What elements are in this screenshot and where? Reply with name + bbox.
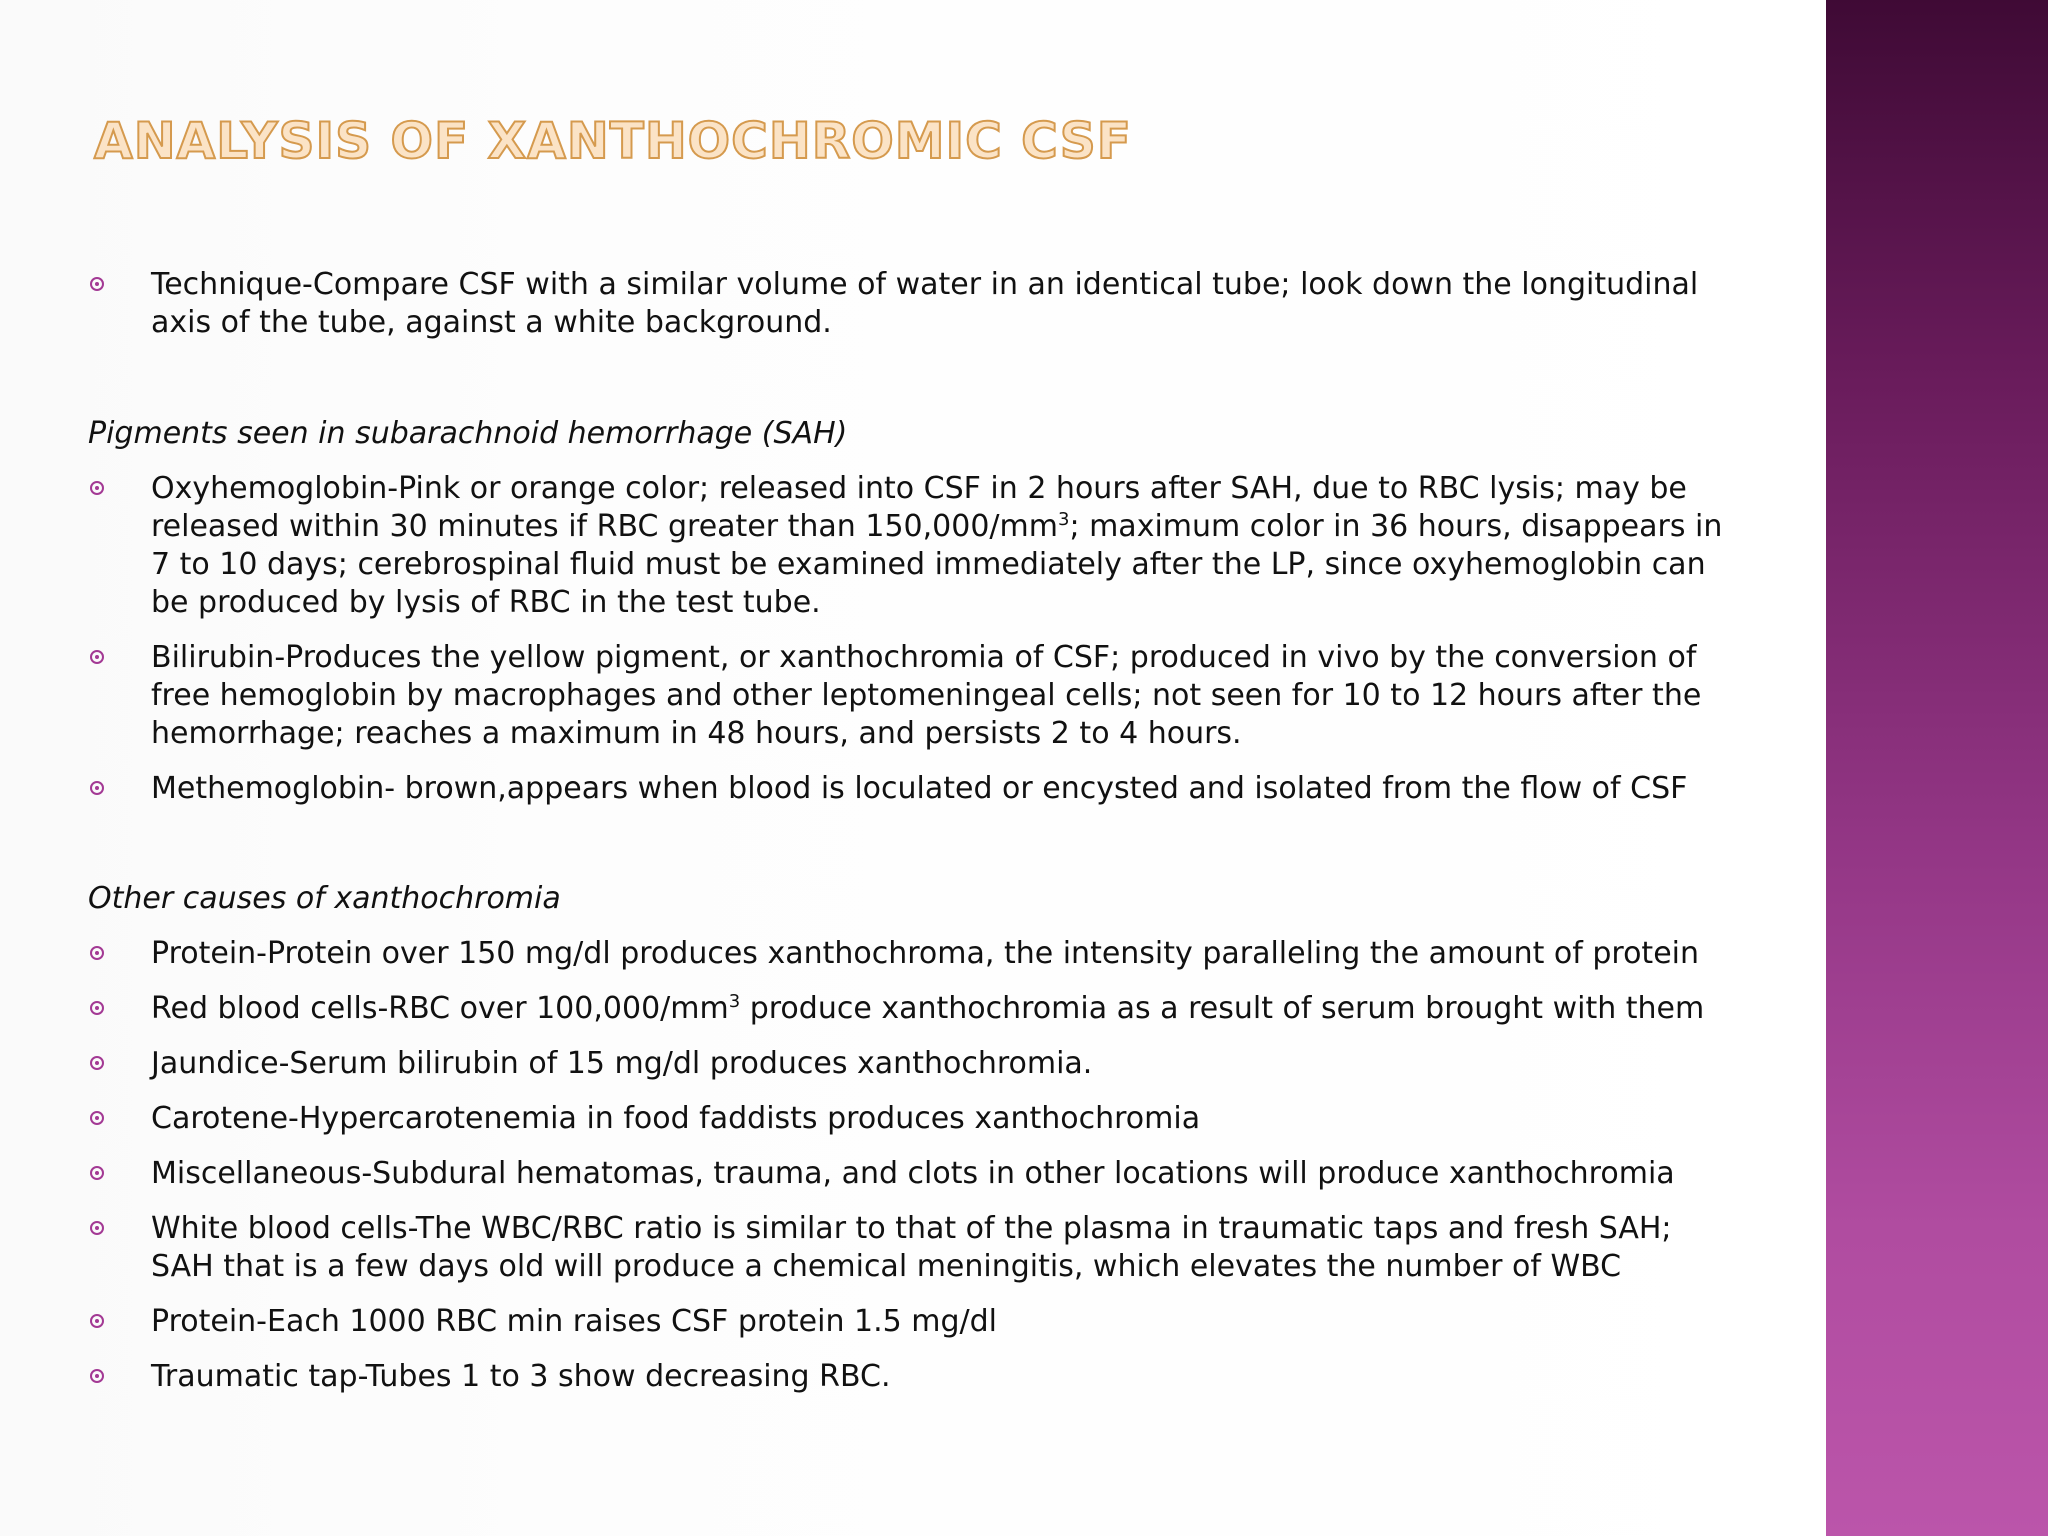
superscript: 3 bbox=[1057, 509, 1070, 530]
circled-dot-bullet-icon bbox=[90, 1001, 104, 1015]
bullet-carotene bbox=[88, 1100, 1728, 1138]
circled-dot-bullet-icon bbox=[90, 1166, 104, 1180]
superscript: 3 bbox=[728, 991, 741, 1012]
bullet-text-part: ; maximum color in 36 hours, disappears in 7 to 10 days; cerebrospinal fluid must be examined immediately after the LP, since oxyhemoglobin can be produced by lysis of RBC in the test tube. bbox=[151, 509, 1723, 620]
bullet-text: Protein-Protein over 150 mg/dl produces xanthochroma, the intensity paralleling the amount of protein bbox=[151, 936, 1700, 971]
bullet-text-part: Red blood cells-RBC over 100,000/mm bbox=[151, 991, 729, 1026]
bullet-oxyhemoglobin bbox=[88, 470, 1728, 622]
bullet-text: Protein-Each 1000 RBC min raises CSF protein 1.5 mg/dl bbox=[151, 1304, 998, 1339]
circled-dot-bullet-icon bbox=[90, 481, 104, 495]
bullet-protein bbox=[88, 935, 1728, 973]
bullet-text: Carotene-Hypercarotenemia in food faddists produces xanthochromia bbox=[151, 1101, 1201, 1136]
circled-dot-bullet-icon bbox=[90, 277, 104, 291]
bullet-text: Traumatic tap-Tubes 1 to 3 show decreasing RBC. bbox=[151, 1359, 891, 1394]
bullet-text: Methemoglobin- brown,appears when blood is loculated or encysted and isolated from the flow of CSF bbox=[151, 771, 1688, 806]
bullet-text: White blood cells-The WBC/RBC ratio is similar to that of the plasma in traumatic taps and fresh SAH; SAH that is a few days old will produce a chemical meningitis, which elevates the number of WBC bbox=[151, 1211, 1672, 1284]
bullet-methemoglobin bbox=[88, 770, 1728, 808]
bullet-protein-each bbox=[88, 1303, 1728, 1341]
bullet-traumatic-tap bbox=[88, 1358, 1728, 1396]
circled-dot-bullet-icon bbox=[90, 946, 104, 960]
slide-content bbox=[88, 266, 1728, 1413]
bullet-miscellaneous bbox=[88, 1155, 1728, 1193]
bullet-text-part: produce xanthochromia as a result of serum brought with them bbox=[740, 991, 1705, 1026]
section-heading-pigments: Pigments seen in subarachnoid hemorrhage (SAH) bbox=[88, 416, 848, 451]
circled-dot-bullet-icon bbox=[90, 1221, 104, 1235]
decorative-side-band bbox=[1826, 0, 2048, 1536]
bullet-technique bbox=[88, 266, 1728, 342]
circled-dot-bullet-icon bbox=[90, 650, 104, 664]
circled-dot-bullet-icon bbox=[90, 1314, 104, 1328]
bullet-red-blood-cells bbox=[88, 990, 1728, 1028]
bullet-text: Technique-Compare CSF with a similar volume of water in an identical tube; look down the longitudinal axis of the tube, against a white background. bbox=[151, 267, 1699, 340]
circled-dot-bullet-icon bbox=[90, 1056, 104, 1070]
bullet-white-blood-cells bbox=[88, 1210, 1728, 1286]
bullet-text: Jaundice-Serum bilirubin of 15 mg/dl produces xanthochromia. bbox=[151, 1046, 1093, 1081]
bullet-text: Miscellaneous-Subdural hematomas, trauma, and clots in other locations will produce xanthochromia bbox=[151, 1156, 1675, 1191]
section-heading-other-causes: Other causes of xanthochromia bbox=[88, 881, 561, 916]
circled-dot-bullet-icon bbox=[90, 1111, 104, 1125]
bullet-bilirubin bbox=[88, 639, 1728, 753]
bullet-text-part: Oxyhemoglobin-Pink or orange color; released into CSF in 2 hours after SAH, due to RBC lysis; may be released within 30 minutes if RBC greater than 150,000/mm bbox=[151, 471, 1687, 544]
circled-dot-bullet-icon bbox=[90, 781, 104, 795]
circled-dot-bullet-icon bbox=[90, 1369, 104, 1383]
bullet-jaundice bbox=[88, 1045, 1728, 1083]
slide-title: ANALYSIS OF XANTHOCHROMIC CSF bbox=[94, 112, 1132, 170]
bullet-text: Bilirubin-Produces the yellow pigment, or xanthochromia of CSF; produced in vivo by the conversion of free hemoglobin by macrophages and other leptomeningeal cells; not seen for 10 to 12 hours after the hemorrhage; reaches a maximum in 48 hours, and persists 2 to 4 hours. bbox=[151, 640, 1702, 751]
